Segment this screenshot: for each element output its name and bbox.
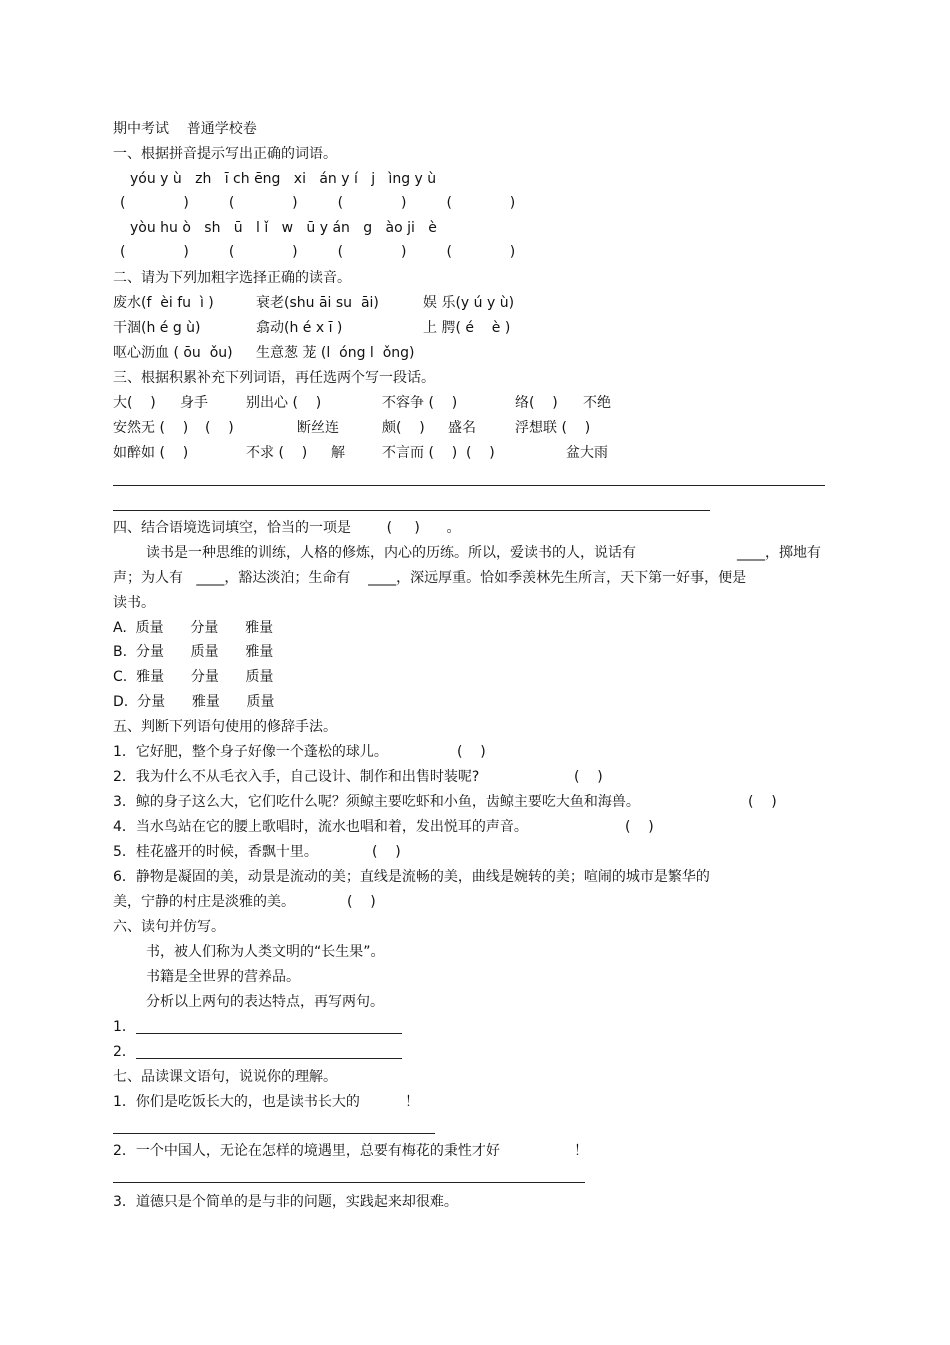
pronunciation-item: 上 腭( é è ): [423, 320, 511, 336]
answer-paren[interactable]: ( ): [625, 819, 654, 835]
pronunciation-item: 衰老(shu āi su āi): [256, 295, 379, 311]
answer-line[interactable]: [136, 1033, 402, 1034]
answer-paren[interactable]: ( ): [372, 844, 401, 860]
idiom-item: 不绝: [583, 395, 611, 411]
idiom-item[interactable]: 不容争 ( ): [382, 395, 458, 411]
option-a[interactable]: A. 质量 分量 雅量: [113, 620, 274, 636]
write-label: 2．: [113, 1044, 136, 1060]
answer-line[interactable]: [113, 1182, 585, 1183]
idiom-item[interactable]: 如醉如 ( ): [113, 445, 189, 461]
pronunciation-item: 生意葱 茏 (l óng l ǒng): [256, 345, 415, 361]
quote-sentence: 3．道德只是个简单的是与非的问题，实践起来却很难。: [113, 1194, 458, 1210]
rhetoric-question: 6．静物是凝固的美，动景是流动的美；直线是流畅的美，曲线是婉转的美；喧闹的城市是繁华的: [113, 869, 710, 885]
exclamation-mark: ！: [574, 1143, 588, 1159]
idiom-item: 断丝连: [297, 420, 339, 436]
answer-blanks-row-2[interactable]: ( ) ( ) ( ) ( ): [120, 244, 516, 260]
idiom-item: 盛名: [448, 420, 476, 436]
answer-line[interactable]: [113, 1133, 435, 1134]
instruction-text: 分析以上两句的表达特点，再写两句。: [146, 994, 384, 1010]
answer-blanks-row-1[interactable]: ( ) ( ) ( ) ( ): [120, 195, 516, 211]
idiom-item: 身手: [180, 395, 208, 411]
answer-paren[interactable]: ( ): [748, 794, 777, 810]
section-1-heading: 一、根据拼音提示写出正确的词语。: [113, 146, 337, 162]
option-d[interactable]: D. 分量 雅量 质量: [113, 694, 275, 710]
idiom-item: 解: [331, 445, 345, 461]
write-label: 1．: [113, 1019, 136, 1035]
example-sentence: 书，被人们称为人类文明的“长生果”。: [146, 944, 385, 960]
rhetoric-question: 3．鲸的身子这么大，它们吃什么呢？须鲸主要吃虾和小鱼，齿鲸主要吃大鱼和海兽。: [113, 794, 640, 810]
pronunciation-item: 废水(f èi fu ì ): [113, 295, 214, 311]
answer-paren[interactable]: ( ): [347, 894, 376, 910]
paragraph-line: 读书是一种思维的训练，人格的修炼，内心的历练。所以，爱读书的人，说话有: [146, 545, 636, 561]
section-2-heading: 二、请为下列加粗字选择正确的读音。: [113, 270, 351, 286]
idiom-item: 盆大雨: [566, 445, 608, 461]
idiom-item[interactable]: 大( ): [113, 395, 156, 411]
idiom-item[interactable]: 别出心 ( ): [246, 395, 322, 411]
idiom-item[interactable]: 浮想联 ( ): [515, 420, 591, 436]
rhetoric-question: 美，宁静的村庄是淡雅的美。: [113, 894, 295, 910]
section-4-heading: 四、结合语境选词填空，恰当的一项是 ( ) 。: [113, 520, 461, 536]
idiom-item[interactable]: ( ): [466, 445, 495, 461]
paragraph-line: 读书。: [113, 595, 155, 611]
idiom-item[interactable]: 络( ): [515, 395, 558, 411]
rhetoric-question: 2．我为什么不从毛衣入手，自己设计、制作和出售时装呢?: [113, 769, 480, 785]
rhetoric-question: 4．当水鸟站在它的腰上歌唱时，流水也唱和着，发出悦耳的声音。: [113, 819, 528, 835]
answer-line[interactable]: [113, 485, 825, 486]
pronunciation-item: 干涸(h é g ù): [113, 320, 201, 336]
quote-sentence: 2．一个中国人，无论在怎样的境遇里，总要有梅花的秉性才好: [113, 1143, 500, 1159]
quote-sentence: 1．你们是吃饭长大的，也是读书长大的: [113, 1094, 360, 1110]
idiom-item[interactable]: 安然无 ( ): [113, 420, 189, 436]
exclamation-mark: ！: [405, 1094, 419, 1110]
rhetoric-question: 1．它好肥，整个身子好像一个蓬松的球儿。: [113, 744, 388, 760]
option-b[interactable]: B. 分量 质量 雅量: [113, 644, 274, 660]
idiom-item[interactable]: 颇( ): [382, 420, 425, 436]
answer-paren[interactable]: ( ): [457, 744, 486, 760]
pinyin-row-1: yóu y ù zh ī ch ēng xi án y í j ìng y ù: [130, 171, 437, 187]
idiom-item[interactable]: ( ): [205, 420, 234, 436]
pronunciation-item: 呕心沥血 ( ōu ǒu): [113, 345, 233, 361]
paragraph-line: 声；为人有 ____，豁达淡泊；生命有 ____，深远厚重。恰如季羡林先生所言，天下第一好事，便是: [113, 570, 747, 586]
pinyin-row-2: yòu hu ò sh ū l ǐ w ū y án g ào ji è: [130, 220, 437, 236]
answer-line[interactable]: [136, 1058, 402, 1059]
option-c[interactable]: C. 雅量 分量 质量: [113, 669, 274, 685]
page-title: 期中考试 普通学校卷: [113, 121, 257, 137]
section-5-heading: 五、判断下列语句使用的修辞手法。: [113, 719, 337, 735]
pronunciation-item: 娱 乐(y ú y ù): [423, 295, 515, 311]
paragraph-line-tail: ____，掷地有: [737, 545, 821, 561]
pronunciation-item: 翕动(h é x ī ): [256, 320, 343, 336]
answer-paren[interactable]: ( ): [574, 769, 603, 785]
idiom-item[interactable]: 不求 ( ): [246, 445, 308, 461]
example-sentence: 书籍是全世界的营养品。: [146, 969, 300, 985]
rhetoric-question: 5．桂花盛开的时候，香飘十里。: [113, 844, 318, 860]
section-7-heading: 七、品读课文语句，说说你的理解。: [113, 1069, 337, 1085]
section-3-heading: 三、根据积累补充下列词语，再任选两个写一段话。: [113, 370, 435, 386]
idiom-item[interactable]: 不言而 ( ): [382, 445, 458, 461]
answer-line[interactable]: [113, 510, 710, 511]
section-6-heading: 六、读句并仿写。: [113, 919, 225, 935]
